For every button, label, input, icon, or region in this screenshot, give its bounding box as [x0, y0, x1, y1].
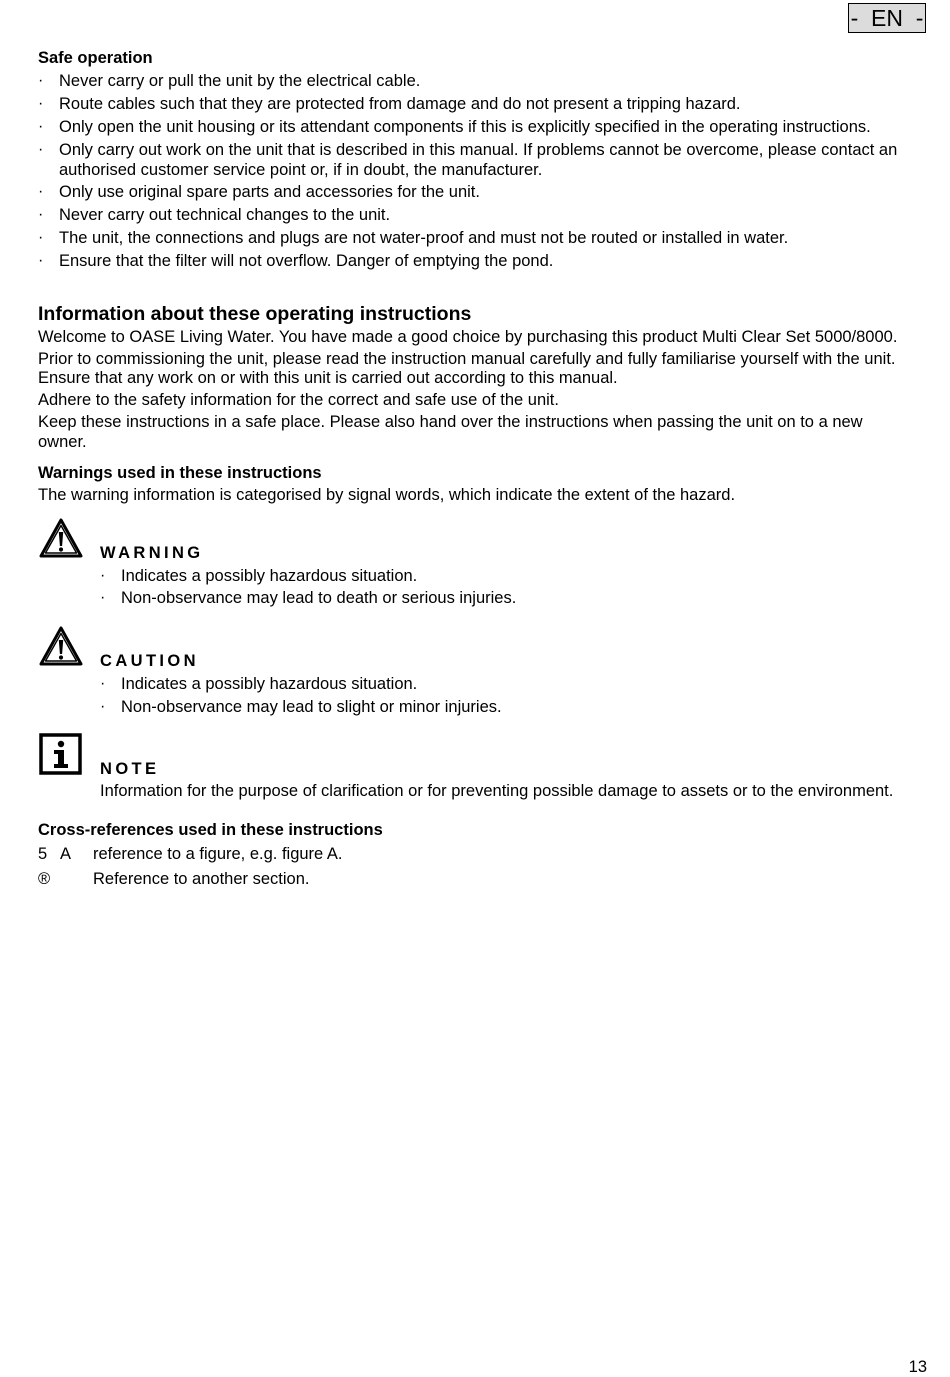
info-paragraph: Adhere to the safety information for the correct and safe use of the unit.	[38, 391, 559, 409]
cross-references-heading: Cross-references used in these instructions	[38, 821, 383, 839]
bullet-icon: ·	[38, 183, 44, 200]
list-item-text: Only carry out work on the unit that is described in this manual. If problems cannot be overcome, please contact an	[59, 141, 898, 159]
info-paragraph: Welcome to OASE Living Water. You have made a good choice by purchasing this product Multi Clear Set 5000/8000.	[38, 328, 898, 346]
cross-reference-text: reference to a figure, e.g. figure A.	[93, 845, 343, 863]
info-icon	[39, 733, 83, 775]
warning-triangle-icon	[39, 517, 83, 559]
bullet-icon: ·	[100, 567, 106, 584]
bullet-icon: ·	[38, 118, 44, 135]
cross-reference-text: Reference to another section.	[93, 870, 310, 888]
page-number: 13	[908, 1358, 927, 1376]
bullet-icon: ·	[38, 206, 44, 223]
list-item-text: Route cables such that they are protected from damage and do not present a tripping hazard.	[59, 95, 741, 113]
bullet-icon: ·	[100, 675, 106, 692]
list-item-text: Ensure that the filter will not overflow. Danger of emptying the pond.	[59, 252, 554, 270]
note-label: NOTE	[100, 760, 160, 778]
bullet-icon: ·	[38, 72, 44, 89]
bullet-icon: ·	[100, 589, 106, 606]
list-item-text: Indicates a possibly hazardous situation.	[121, 567, 418, 585]
note-text: Information for the purpose of clarification or for preventing possible damage to assets or to the environment.	[100, 782, 894, 800]
language-tag: - EN -	[848, 3, 926, 33]
bullet-icon: ·	[38, 141, 44, 158]
safe-operation-heading: Safe operation	[38, 49, 153, 67]
list-item-text: Never carry or pull the unit by the electrical cable.	[59, 72, 421, 90]
info-paragraph: Prior to commissioning the unit, please read the instruction manual carefully and fully familiarise yourself with the unit.	[38, 350, 896, 368]
list-item-text: Only use original spare parts and accessories for the unit.	[59, 183, 480, 201]
cross-reference-symbol: 5 A	[38, 845, 72, 863]
list-item-text: Non-observance may lead to death or serious injuries.	[121, 589, 517, 607]
list-item-text: authorised customer service point or, if in doubt, the manufacturer.	[59, 161, 543, 179]
cross-reference-symbol: ®	[38, 870, 51, 888]
info-paragraph: owner.	[38, 433, 87, 451]
bullet-icon: ·	[100, 698, 106, 715]
bullet-icon: ·	[38, 229, 44, 246]
info-paragraph: Keep these instructions in a safe place. Please also hand over the instructions when passing the unit on to a new	[38, 413, 863, 431]
warnings-heading: Warnings used in these instructions	[38, 464, 322, 482]
info-paragraph: Ensure that any work on or with this unit is carried out according to this manual.	[38, 369, 618, 387]
bullet-icon: ·	[38, 252, 44, 269]
bullet-icon: ·	[38, 95, 44, 112]
list-item-text: Indicates a possibly hazardous situation.	[121, 675, 418, 693]
warnings-intro: The warning information is categorised by signal words, which indicate the extent of the hazard.	[38, 486, 736, 504]
list-item-text: Never carry out technical changes to the unit.	[59, 206, 391, 224]
warning-label: WARNING	[100, 544, 204, 562]
list-item-text: The unit, the connections and plugs are not water-proof and must not be routed or installed in water.	[59, 229, 789, 247]
info-section-heading: Information about these operating instructions	[38, 303, 472, 325]
list-item-text: Only open the unit housing or its attendant components if this is explicitly specified in the operating instructions.	[59, 118, 871, 136]
list-item-text: Non-observance may lead to slight or minor injuries.	[121, 698, 502, 716]
warning-triangle-icon	[39, 625, 83, 667]
caution-label: CAUTION	[100, 652, 199, 670]
